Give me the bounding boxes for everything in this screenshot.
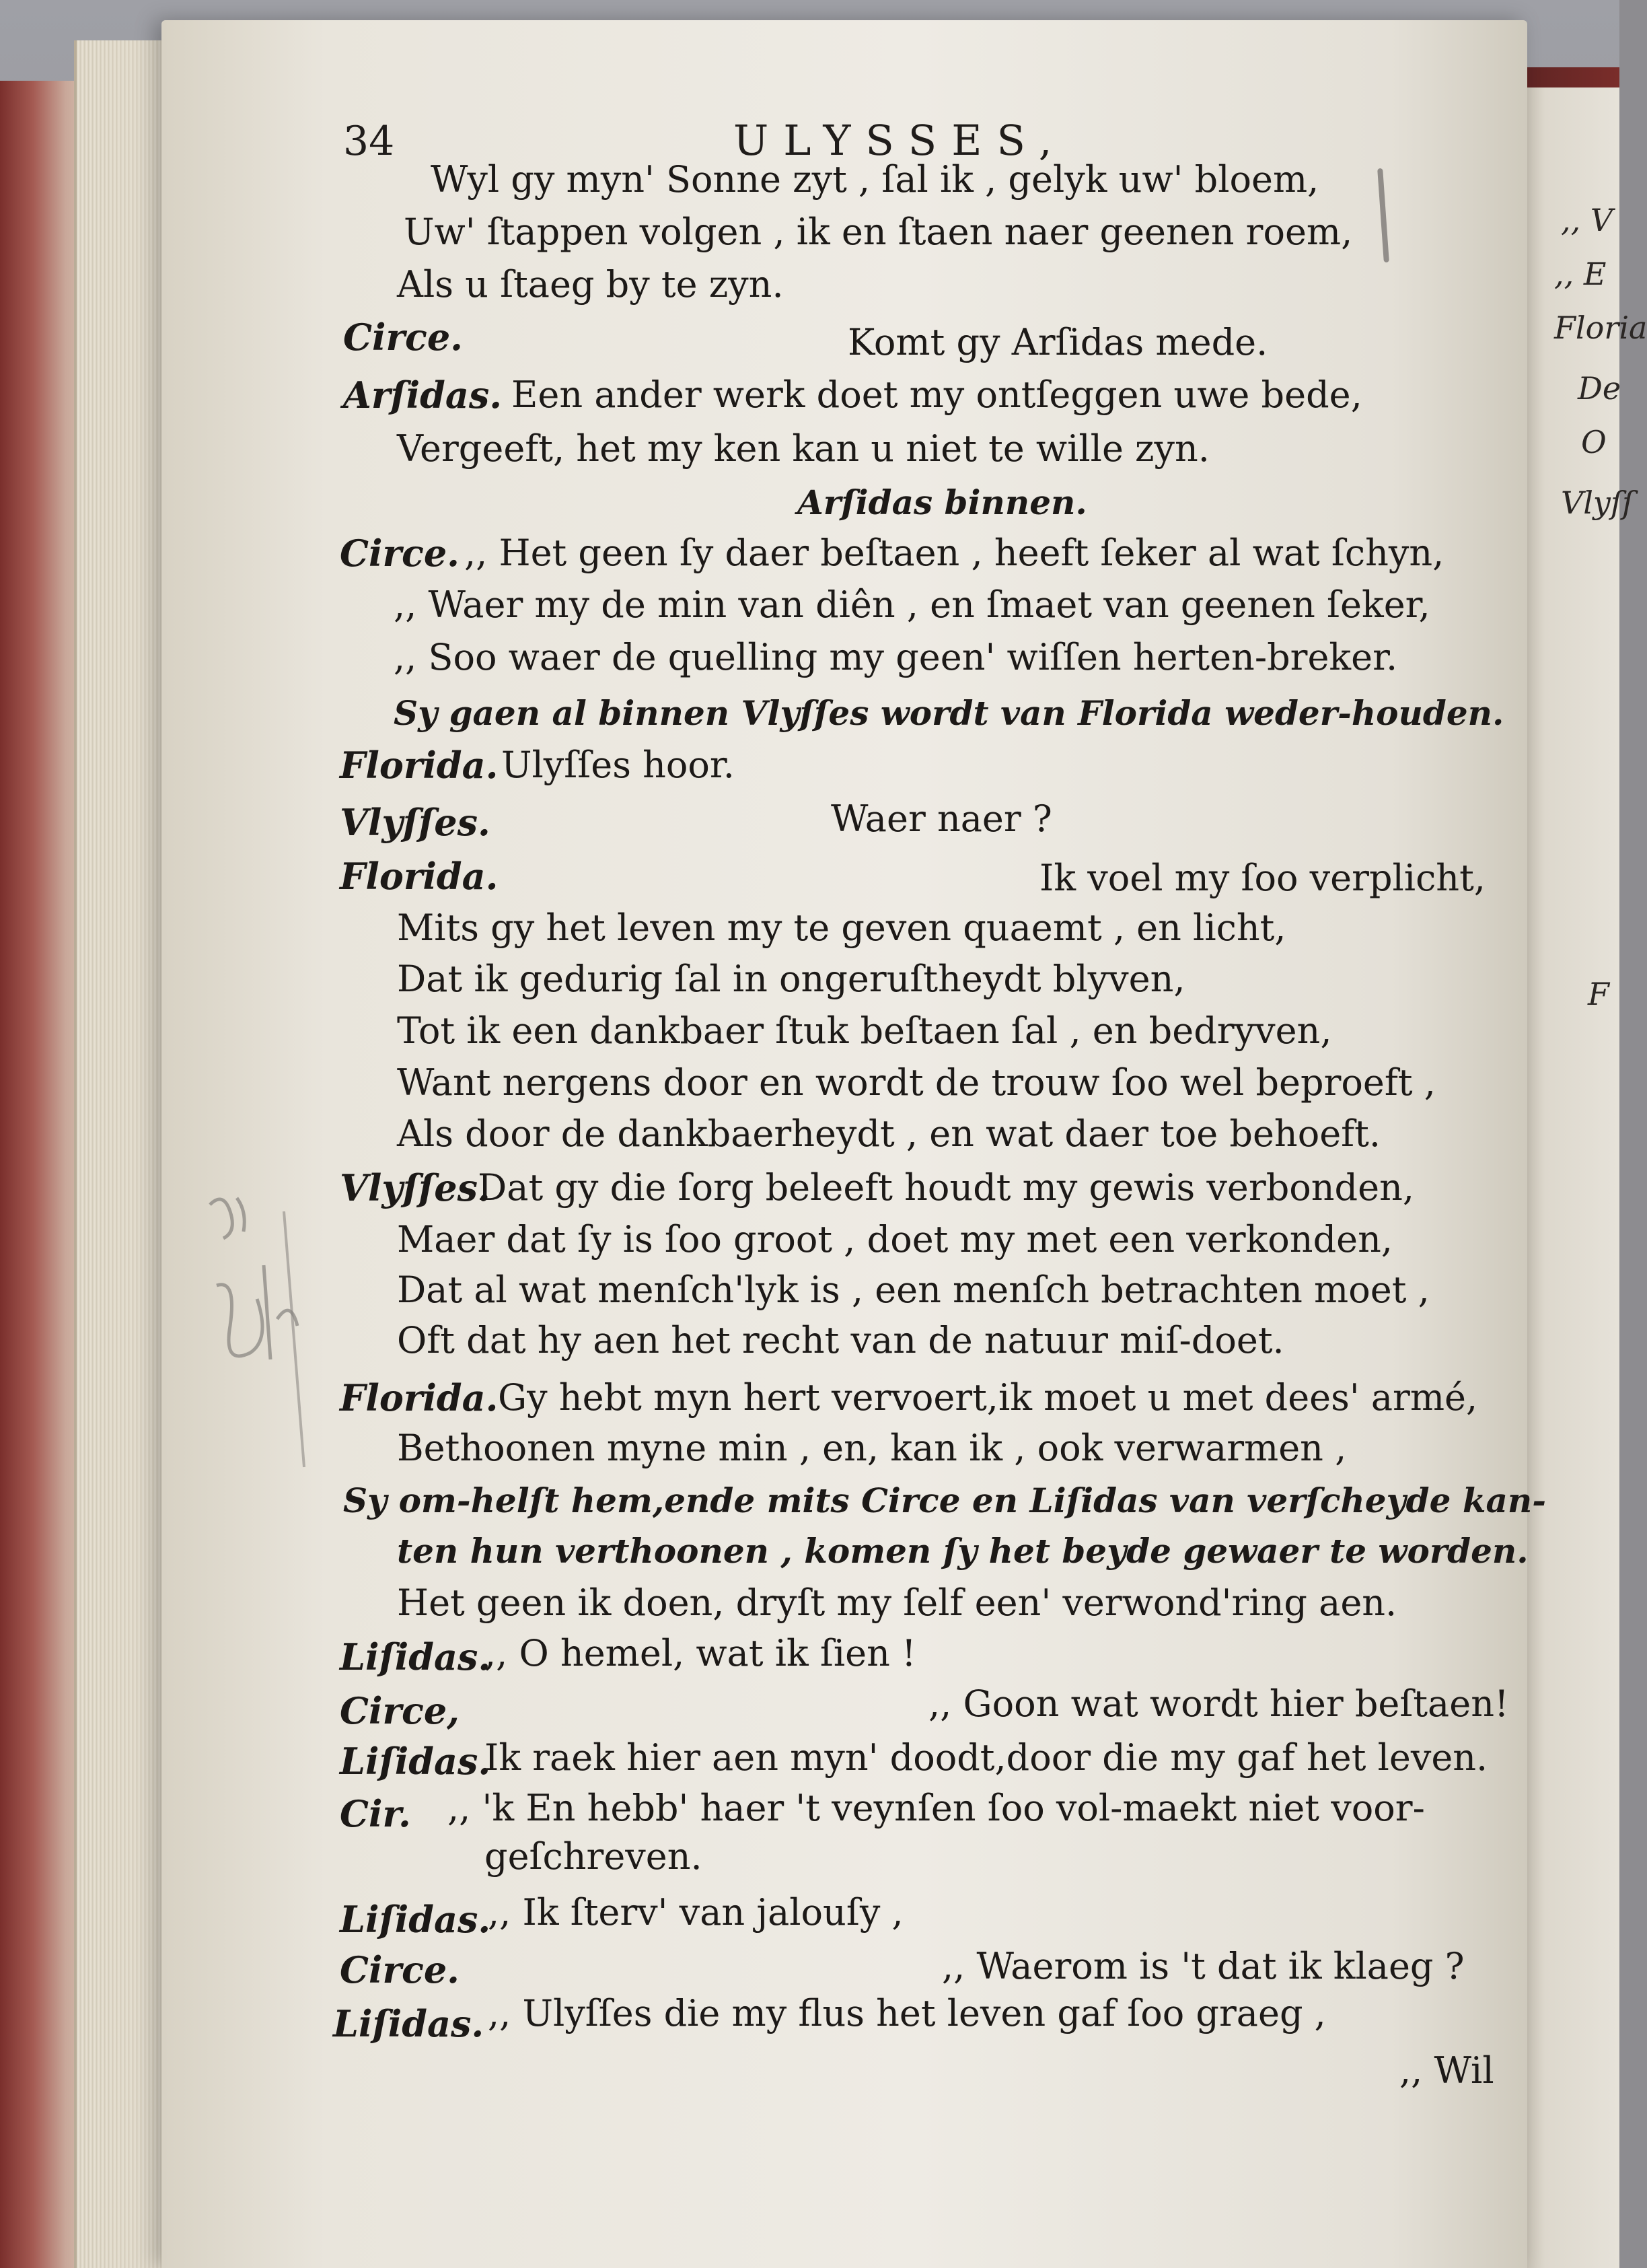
verse-line: Want nergens door en wordt de trouw ſoo wel beproeft , bbox=[397, 1061, 1436, 1104]
facing-fragment: ,, E bbox=[1554, 256, 1607, 292]
pencil-annotation bbox=[190, 1184, 318, 1467]
speaker-label: Liſidas. bbox=[340, 1635, 491, 1678]
facing-fragment: Floria bbox=[1554, 310, 1647, 346]
speaker-label: Liſidas. bbox=[340, 1740, 491, 1783]
facing-fragment: F bbox=[1588, 976, 1609, 1012]
facing-fragment: O bbox=[1581, 424, 1607, 460]
verse-line: Als u ſtaeg by te zyn. bbox=[397, 263, 784, 306]
speaker-label: Arſidas. bbox=[343, 374, 503, 417]
facing-fragment: Vlyſſ bbox=[1561, 485, 1634, 521]
catchword: ,, Wil bbox=[1399, 2049, 1494, 2092]
verse-line: ,, Ik ſterv' van jalouſy , bbox=[488, 1891, 904, 1934]
facing-fragment: ,, V bbox=[1561, 202, 1613, 238]
speaker-label: Vlyſſes. bbox=[340, 1166, 490, 1209]
speaker-label: Circe. bbox=[340, 532, 460, 575]
verse-line: ,, 'k En hebb' haer 't veynſen ſoo vol-maekt niet voor- bbox=[447, 1787, 1425, 1829]
verse-line: Maer dat ſy is ſoo groot , doet my met een verkonden, bbox=[397, 1218, 1393, 1261]
verse-line: ,, Het geen ſy daer beſtaen , heeft ſeker al wat ſchyn, bbox=[464, 532, 1444, 574]
verse-line: Een ander werk doet my ontſeggen uwe bede, bbox=[511, 374, 1362, 416]
verse-line: Waer naer ? bbox=[831, 798, 1052, 840]
verse-line: ,, O hemel, wat ik ſien ! bbox=[484, 1632, 916, 1674]
verse-line: ,, Soo waer de quelling my geen' wiſſen herten-breker. bbox=[394, 636, 1398, 678]
verse-line: Gy hebt myn hert vervoert,ik moet u met dees' armé, bbox=[498, 1376, 1478, 1419]
verse-line: Komt gy Arſidas mede. bbox=[848, 321, 1268, 363]
facing-fragment: De bbox=[1578, 370, 1621, 406]
verse-line: geſchreven. bbox=[484, 1835, 702, 1878]
verse-line: Het geen ik doen, dryſt my ſelf een' verwond'ring aen. bbox=[397, 1582, 1397, 1624]
verse-line: Uw' ſtappen volgen , ik en ſtaen naer geenen roem, bbox=[404, 211, 1353, 253]
verse-line: ,, Goon wat wordt hier beſtaen! bbox=[928, 1682, 1509, 1725]
verse-line: Ik voel my ſoo verplicht, bbox=[1039, 857, 1486, 899]
verse-line: ,, Ulyſſes die my flus het leven gaf ſoo graeg , bbox=[488, 1992, 1326, 2034]
verse-line: Dat ik gedurig ſal in ongeruſtheydt blyven, bbox=[397, 958, 1185, 1000]
verse-line: Vergeeft, het my ken kan u niet te wille zyn. bbox=[397, 427, 1210, 470]
verse-line: Mits gy het leven my te geven quaemt , en licht, bbox=[397, 907, 1286, 949]
speaker-label: Florida. bbox=[340, 744, 499, 787]
speaker-label: Circe. bbox=[343, 316, 463, 359]
speaker-label: Circe, bbox=[340, 1689, 460, 1732]
speaker-label: Florida. bbox=[340, 1376, 499, 1419]
speaker-label: Circe. bbox=[340, 1948, 460, 1991]
verse-line: Oft dat hy aen het recht van de natuur miſ-doet. bbox=[397, 1319, 1284, 1361]
speaker-label: Liſidas. bbox=[340, 1898, 491, 1941]
speaker-label: Florida. bbox=[340, 855, 499, 898]
verse-line: Bethoonen myne min , en, kan ik , ook verwarmen , bbox=[397, 1427, 1347, 1469]
stage-direction: Sy gaen al binnen Vlyſſes wordt van Florida weder-houden. bbox=[394, 693, 1504, 733]
verse-line: Ik raek hier aen myn' doodt,door die my gaf het leven. bbox=[484, 1736, 1488, 1779]
stage-direction: ten hun verthoonen , komen ſy het beyde gewaer te worden. bbox=[397, 1531, 1529, 1571]
page-number: 34 bbox=[343, 118, 395, 165]
speaker-label: Vlyſſes. bbox=[340, 801, 490, 844]
speaker-label: Liſidas. bbox=[333, 2002, 484, 2045]
stage-direction: Sy om-helſt hem,ende mits Circe en Liſidas van verſcheyde kan- bbox=[343, 1481, 1546, 1520]
verse-line: ,, Waerom is 't dat ik klaeg ? bbox=[942, 1945, 1465, 1987]
verse-line: Als door de dankbaerheydt , en wat daer toe behoeft. bbox=[397, 1112, 1381, 1155]
verse-line: ,, Waer my de min van diên , en ſmaet van geenen ſeker, bbox=[394, 583, 1430, 626]
verse-line: Dat gy die ſorg beleeft houdt my gewis verbonden, bbox=[478, 1166, 1415, 1209]
running-head: ULYSSES, bbox=[733, 116, 1067, 165]
stage-direction: Arſidas binnen. bbox=[797, 483, 1087, 522]
verse-line: Tot ik een dankbaer ſtuk beſtaen ſal , en bedryven, bbox=[397, 1009, 1332, 1052]
speaker-label: Cir. bbox=[340, 1792, 411, 1835]
verse-line: Ulyſſes hoor. bbox=[501, 744, 735, 786]
verse-line: Wyl gy myn' Sonne zyt , ſal ik , gelyk uw' bloem, bbox=[431, 158, 1319, 201]
facing-page bbox=[1514, 87, 1647, 2268]
verse-line: Dat al wat menſch'lyk is , een menſch betrachten moet , bbox=[397, 1269, 1430, 1311]
